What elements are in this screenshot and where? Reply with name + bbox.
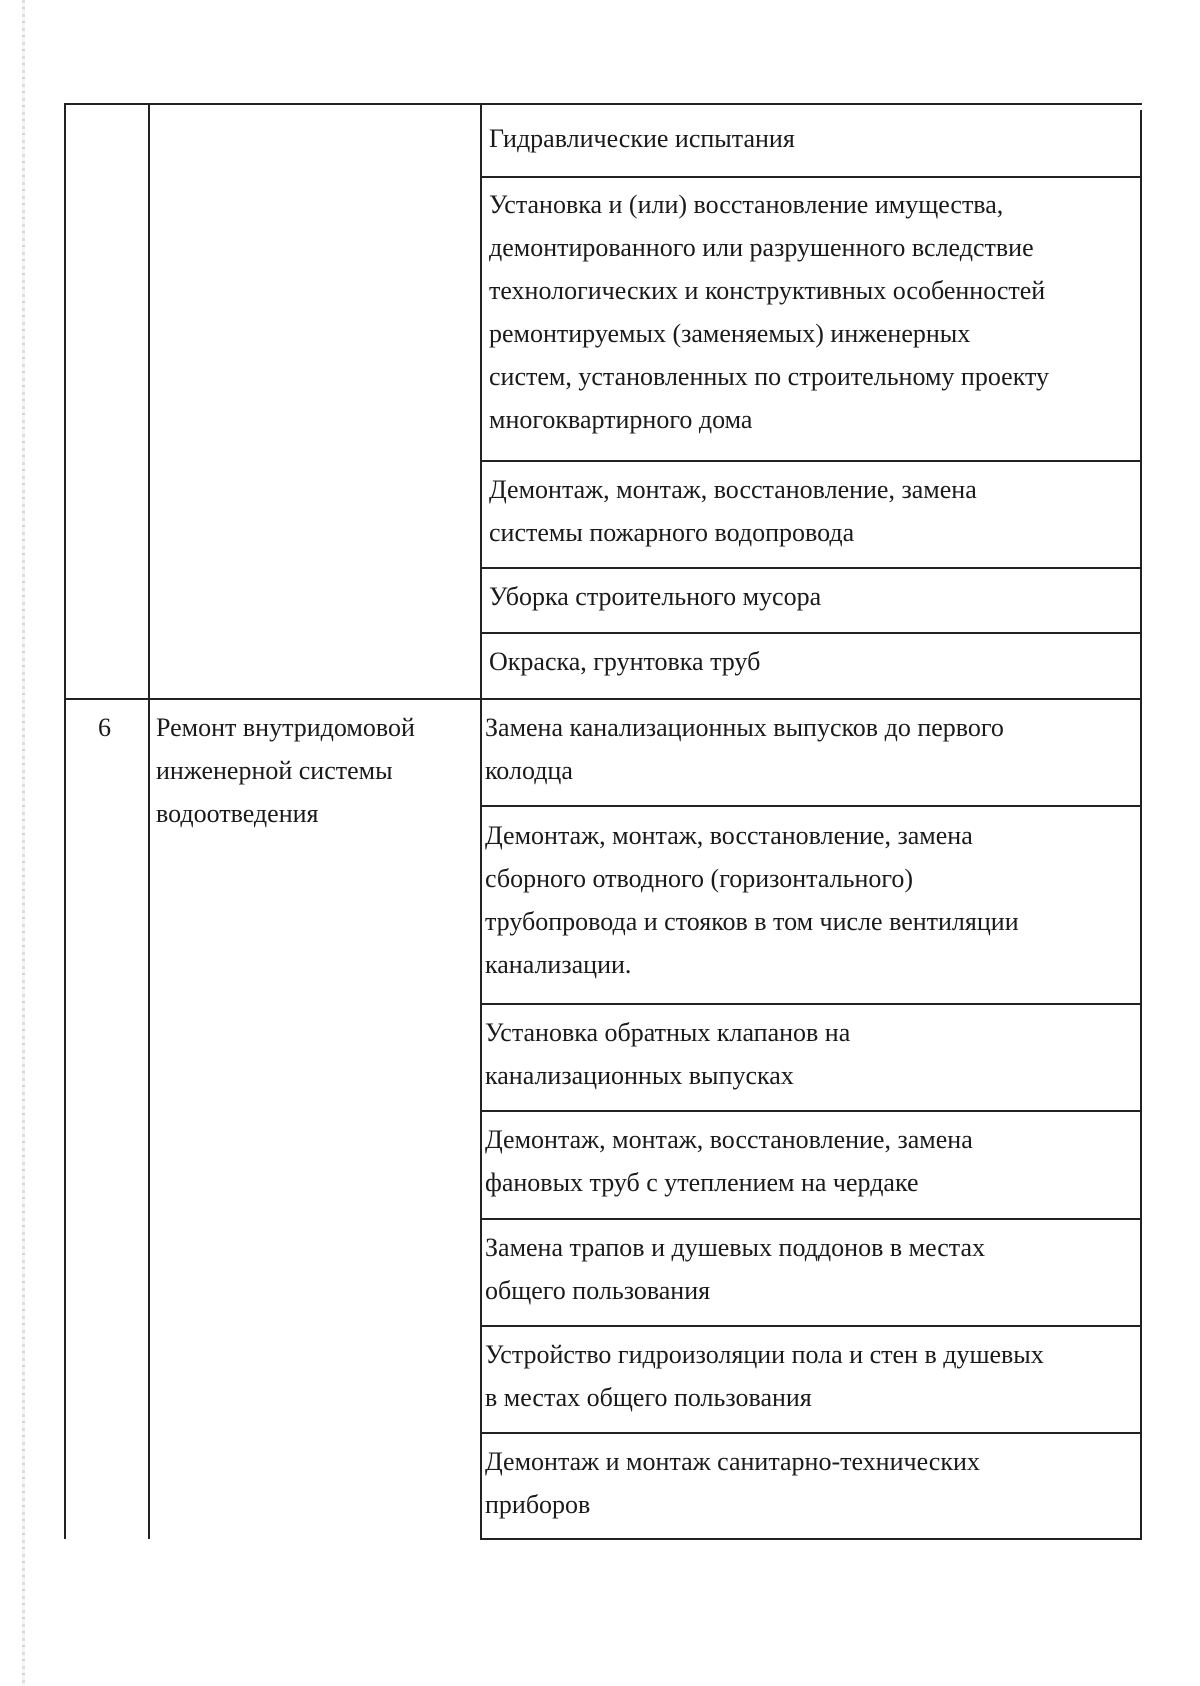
row-divider bbox=[480, 1325, 1142, 1327]
table-left-border bbox=[64, 103, 66, 1539]
work-item: Демонтаж, монтаж, восстановление, замена системы пожарного водопровода bbox=[489, 475, 977, 547]
work-item: Окраска, грунтовка труб bbox=[489, 647, 761, 676]
row-divider bbox=[480, 632, 1142, 634]
row-divider bbox=[480, 567, 1142, 569]
number-column-divider bbox=[148, 103, 150, 1539]
work-item: Уборка строительного мусора bbox=[489, 582, 822, 611]
work-item: Гидравлические испытания bbox=[489, 124, 795, 153]
work-item: Установка и (или) восстановление имущества, демонтированного или разрушенного вследствие технологических и конструктивных особенностей ремонтируемых (заменяемых) инженерных систем, установленных по строительному проекту многоквартирного дома bbox=[489, 190, 1050, 434]
work-item: Замена трапов и душевых поддонов в местах общего пользования bbox=[485, 1233, 986, 1305]
table-bottom-border bbox=[480, 1538, 1142, 1540]
work-item: Устройство гидроизоляции пола и стен в душевых в местах общего пользования bbox=[485, 1340, 1044, 1412]
row-divider bbox=[480, 1218, 1142, 1220]
table-top-border bbox=[64, 103, 1142, 105]
row-divider bbox=[480, 805, 1142, 807]
row-divider bbox=[480, 1110, 1142, 1112]
row-number: 6 bbox=[98, 713, 111, 742]
work-item: Демонтаж, монтаж, восстановление, замена сборного отводного (горизонтального) трубопровода и стояков в том числе вентиляции канализации. bbox=[485, 821, 1019, 979]
work-item: Замена канализационных выпусков до первого колодца bbox=[485, 713, 1004, 785]
row-divider bbox=[480, 1003, 1142, 1005]
row-divider bbox=[480, 176, 1142, 178]
section-divider bbox=[64, 698, 1142, 700]
system-name: Ремонт внутридомовой инженерной системы водоотведения bbox=[156, 713, 415, 828]
row-divider bbox=[480, 460, 1142, 462]
work-item: Демонтаж и монтаж санитарно-технических приборов bbox=[485, 1447, 980, 1519]
work-item: Демонтаж, монтаж, восстановление, замена фановых труб с утеплением на чердаке bbox=[485, 1125, 973, 1197]
work-item: Установка обратных клапанов на канализационных выпусках bbox=[485, 1018, 851, 1090]
row-divider bbox=[480, 1432, 1142, 1434]
